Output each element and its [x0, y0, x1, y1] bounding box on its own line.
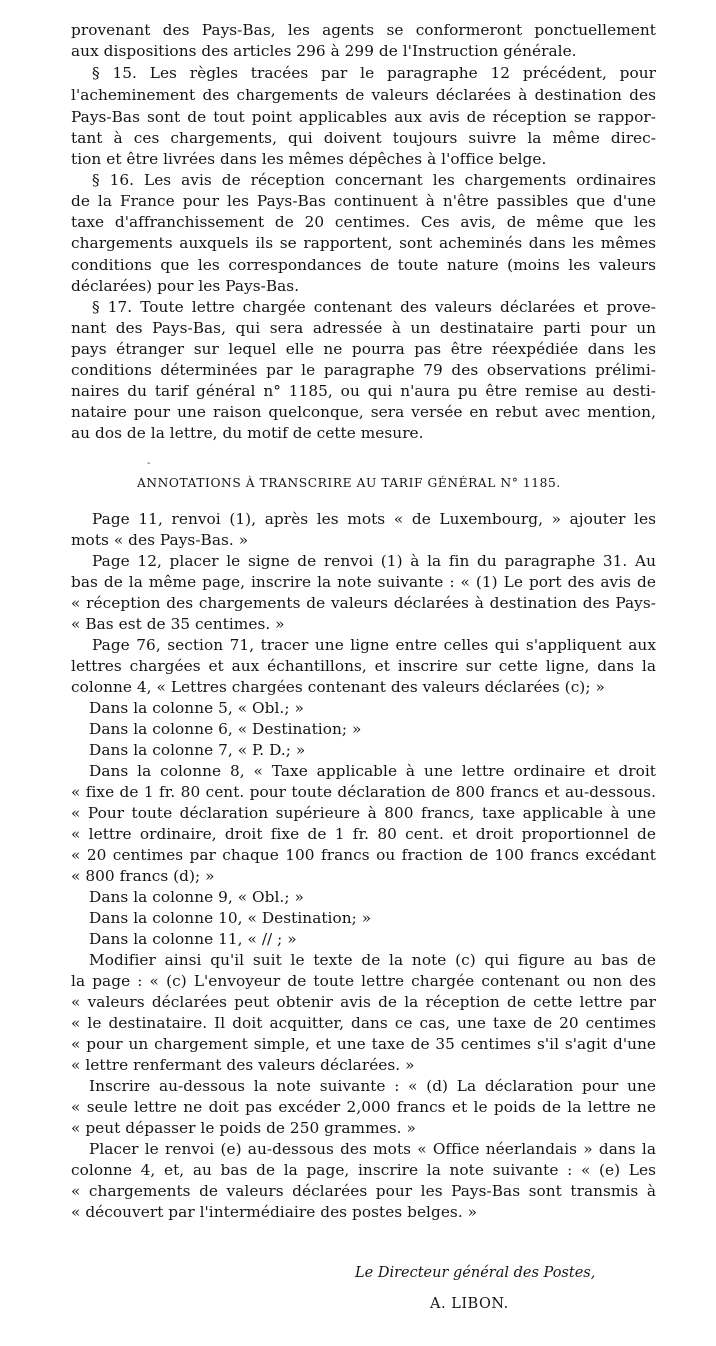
annotation-page-11: Page 11, renvoi (1), après les mots « de Luxembourg, » ajouter les	[92, 510, 656, 528]
text-line: « le destinataire. Il doit acquitter, dans ce cas, une taxe de 20 centimes	[71, 1014, 656, 1032]
text-line: nant des Pays-Bas, qui sera adressée à un destinataire parti pour un	[71, 319, 656, 337]
text-line: mots « des Pays-Bas. »	[71, 531, 249, 549]
text-line: conditions que les correspondances de toute nature (moins les valeurs	[71, 256, 656, 274]
text-line: « pour un chargement simple, et une taxe de 35 centimes s'il s'agit d'une	[71, 1035, 656, 1053]
column-6-entry: Dans la colonne 6, « Destination; »	[89, 720, 362, 738]
text-line: l'acheminement des chargements de valeurs déclarées à destination des	[71, 86, 656, 104]
text-line: « seule lettre ne doit pas excéder 2,000 francs et le poids de la lettre ne	[71, 1098, 656, 1116]
text-line: « fixe de 1 fr. 80 cent. pour toute déclaration de 800 francs et au-dessous.	[71, 783, 656, 801]
text-line: taxe d'affranchissement de 20 centimes. Ces avis, de même que les	[71, 213, 656, 231]
note-d-instruction: Inscrire au-dessous la note suivante : « (d) La déclaration pour une	[89, 1077, 656, 1095]
column-7-entry: Dans la colonne 7, « P. D.; »	[89, 741, 306, 759]
note-e-instruction: Placer le renvoi (e) au-dessous des mots « Office néerlandais » dans la	[89, 1140, 656, 1158]
text-line: « découvert par l'intermédiaire des postes belges. »	[71, 1203, 478, 1221]
text-line: « lettre renfermant des valeurs déclarées. »	[71, 1056, 415, 1074]
paragraph-17-start: § 17. Toute lettre chargée contenant des valeurs déclarées et prove-	[92, 298, 656, 316]
text-line: bas de la même page, inscrire la note suivante : « (1) Le port des avis de	[71, 573, 656, 591]
text-line: Pays-Bas sont de tout point applicables aux avis de réception se rappor-	[71, 108, 656, 126]
section-separator-mark: -	[147, 458, 151, 469]
paragraph-15-start: § 15. Les règles tracées par le paragraphe 12 précédent, pour	[92, 64, 656, 82]
text-line: « Pour toute déclaration supérieure à 800 francs, taxe applicable à une	[71, 804, 656, 822]
text-line: déclarées) pour les Pays-Bas.	[71, 277, 300, 295]
text-line: « réception des chargements de valeurs déclarées à destination des Pays-	[71, 594, 656, 612]
column-11-entry: Dans la colonne 11, « // ; »	[89, 930, 297, 948]
text-line: tant à ces chargements, qui doivent toujours suivre la même direc-	[71, 129, 656, 147]
signature-title: Le Directeur général des Postes,	[355, 1265, 596, 1281]
annotation-page-12: Page 12, placer le signe de renvoi (1) à la fin du paragraphe 31. Au	[92, 552, 656, 570]
text-line: « Bas est de 35 centimes. »	[71, 615, 285, 633]
text-line: au dos de la lettre, du motif de cette mesure.	[71, 424, 424, 442]
text-line: « peut dépasser le poids de 250 grammes. »	[71, 1119, 416, 1137]
text-line: la page : « (c) L'envoyeur de toute lettre chargée contenant ou non des	[71, 972, 656, 990]
column-5-entry: Dans la colonne 5, « Obl.; »	[89, 699, 304, 717]
column-9-entry: Dans la colonne 9, « Obl.; »	[89, 888, 304, 906]
text-line: de la France pour les Pays-Bas continuent à n'être passibles que d'une	[71, 192, 656, 210]
text-line: colonne 4, et, au bas de la page, inscrire la note suivante : « (e) Les	[71, 1161, 656, 1179]
text-line: « 800 francs (d); »	[71, 867, 215, 885]
signature-name: A. LIBON.	[430, 1296, 509, 1312]
text-line: nataire pour une raison quelconque, sera versée en rebut avec mention,	[71, 403, 656, 421]
text-line: « lettre ordinaire, droit fixe de 1 fr. 80 cent. et droit proportionnel de	[71, 825, 656, 843]
text-line: conditions déterminées par le paragraphe 79 des observations prélimi-	[71, 361, 656, 379]
text-line: provenant des Pays-Bas, les agents se conformeront ponctuellement	[71, 21, 656, 39]
text-line: lettres chargées et aux échantillons, et inscrire sur cette ligne, dans la	[71, 657, 656, 675]
text-line: chargements auxquels ils se rapportent, sont acheminés dans les mêmes	[71, 234, 656, 252]
text-line: colonne 4, « Lettres chargées contenant des valeurs déclarées (c); »	[71, 678, 605, 696]
text-line: « 20 centimes par chaque 100 francs ou fraction de 100 francs excédant	[71, 846, 656, 864]
paragraph-16-start: § 16. Les avis de réception concernant les chargements ordinaires	[92, 171, 656, 189]
text-line: « valeurs déclarées peut obtenir avis de la réception de cette lettre par	[71, 993, 656, 1011]
text-line: aux dispositions des articles 296 à 299 de l'Instruction générale.	[71, 42, 577, 60]
text-line: pays étranger sur lequel elle ne pourra pas être réexpédiée dans les	[71, 340, 656, 358]
column-8-entry: Dans la colonne 8, « Taxe applicable à une lettre ordinaire et droit	[89, 762, 656, 780]
column-10-entry: Dans la colonne 10, « Destination; »	[89, 909, 372, 927]
text-line: naires du tarif général n° 1185, ou qui n'aura pu être remise au desti-	[71, 382, 656, 400]
text-line: « chargements de valeurs déclarées pour les Pays-Bas sont transmis à	[71, 1182, 656, 1200]
annotation-page-76: Page 76, section 71, tracer une ligne entre celles qui s'appliquent aux	[92, 636, 656, 654]
note-c-instruction: Modifier ainsi qu'il suit le texte de la note (c) qui figure au bas de	[89, 951, 656, 969]
text-line: tion et être livrées dans les mêmes dépêches à l'office belge.	[71, 150, 547, 168]
annotations-heading: ANNOTATIONS À TRANSCRIRE AU TARIF GÉNÉRAL N° 1185.	[137, 476, 561, 490]
